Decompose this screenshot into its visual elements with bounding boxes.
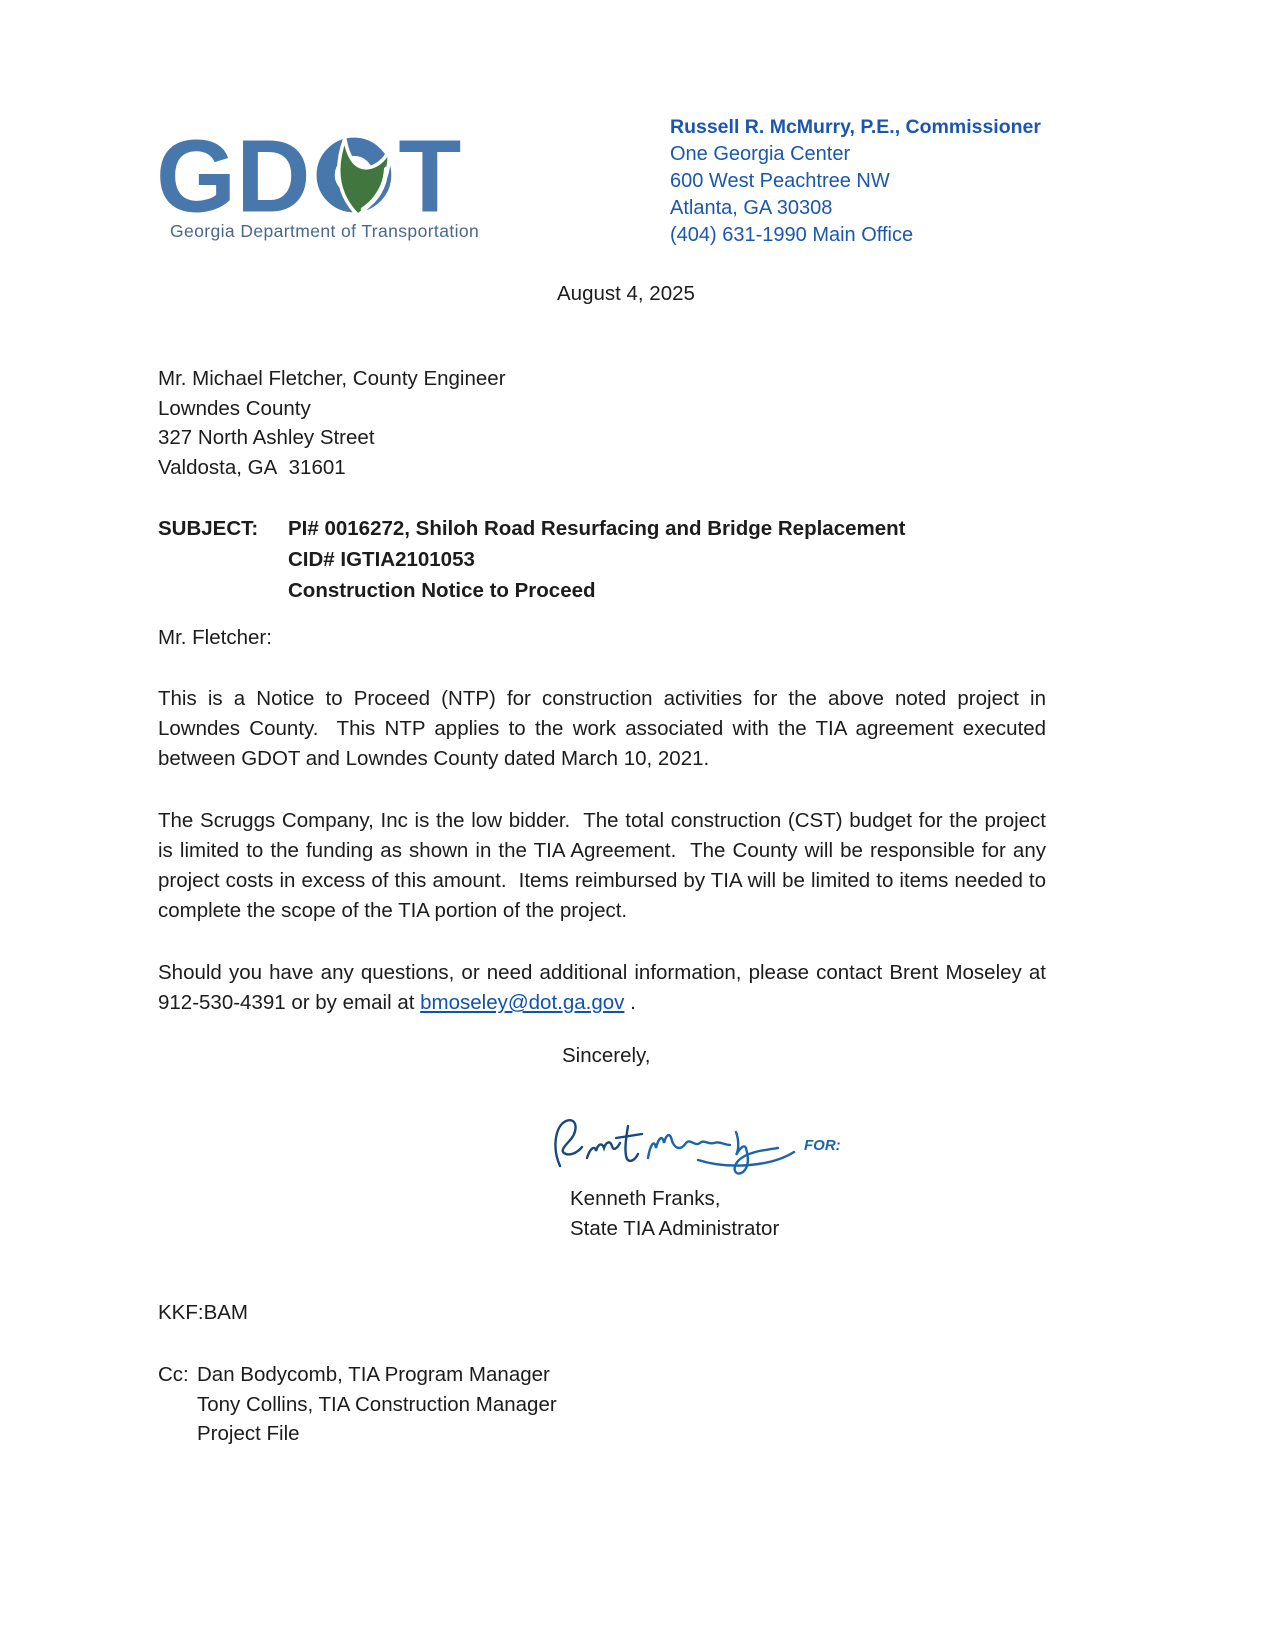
closing-sincerely: Sincerely, [562, 1044, 651, 1067]
email-link[interactable]: bmoseley@dot.ga.gov [420, 991, 625, 1014]
commissioner-phone-line: (404) 631-1990 Main Office [670, 224, 914, 246]
signature-image [550, 1108, 852, 1186]
cc-line: Dan Bodycomb, TIA Program Manager [197, 1363, 550, 1386]
logo-tagline: Georgia Department of Transportation [170, 221, 480, 241]
recipient-line: Valdosta, GA 31601 [158, 455, 346, 479]
salutation: Mr. Fletcher: [158, 626, 272, 649]
commissioner-address-line: Atlanta, GA 30308 [670, 197, 833, 219]
subject-line: CID# IGTIA2101053 [288, 548, 475, 571]
signature-stroke [735, 1132, 778, 1174]
cc-block [158, 1360, 557, 1445]
commissioner-name: Russell R. McMurry, P.E., Commissioner [670, 116, 1041, 138]
signer-title: State TIA Administrator [570, 1217, 780, 1240]
subject-line: Construction Notice to Proceed [288, 579, 596, 602]
signature-for-label: FOR: [804, 1137, 841, 1154]
cc-lines [197, 1360, 797, 1449]
gdot-logo [156, 124, 464, 226]
typist-initials: KKF:BAM [158, 1301, 248, 1324]
signature-stroke [587, 1142, 620, 1158]
recipient-line: Mr. Michael Fletcher, County Engineer [158, 367, 506, 390]
cc-line: Tony Collins, TIA Construction Manager [197, 1392, 557, 1416]
subject-block [158, 513, 906, 602]
paragraph-3 [158, 958, 1046, 1018]
signature-stroke [625, 1126, 638, 1161]
paragraph-2: The Scruggs Company, Inc is the low bidder. The total construction (CST) budget for the project is limited to the funding as shown in the TIA Agreement. The County will be responsible for any project costs in excess of this amount. Items reimbursed by TIA will be limited to items needed to complete the scope of the TIA portion of the project. [158, 809, 1046, 922]
logo-text-gd: GD [156, 124, 311, 226]
logo-text-t: T [398, 124, 462, 226]
subject-lines [288, 513, 1068, 606]
letter-date: August 4, 2025 [557, 282, 695, 305]
signature-stroke [555, 1120, 582, 1166]
cc-label: Cc: [158, 1363, 189, 1386]
commissioner-block [670, 114, 1041, 249]
subject-label: SUBJECT: [158, 517, 259, 540]
signer-name: Kenneth Franks, [570, 1187, 721, 1210]
recipient-block [158, 364, 506, 482]
paragraph-3-tail: . [624, 991, 636, 1014]
recipient-line: Lowndes County [158, 396, 311, 420]
signer-block [570, 1184, 779, 1244]
subject-line: PI# 0016272, Shiloh Road Resurfacing and Bridge Replacement [288, 517, 906, 540]
recipient-line: 327 North Ashley Street [158, 426, 375, 449]
paragraph-1: This is a Notice to Proceed (NTP) for construction activities for the above noted project in Lowndes County. This NTP applies to the work associated with the TIA agreement executed between GDOT and Lowndes County dated March 10, 2021. [158, 687, 1046, 770]
commissioner-address-line: One Georgia Center [670, 143, 851, 165]
cc-line: Project File [197, 1422, 300, 1445]
paragraph-3-text: Should you have any questions, or need additional information, please contact Brent Moseley at 912-530-4391 or by email at [158, 961, 1046, 1014]
signature-stroke [648, 1135, 730, 1158]
signature-stroke [616, 1134, 642, 1138]
commissioner-address-line: 600 West Peachtree NW [670, 170, 890, 192]
